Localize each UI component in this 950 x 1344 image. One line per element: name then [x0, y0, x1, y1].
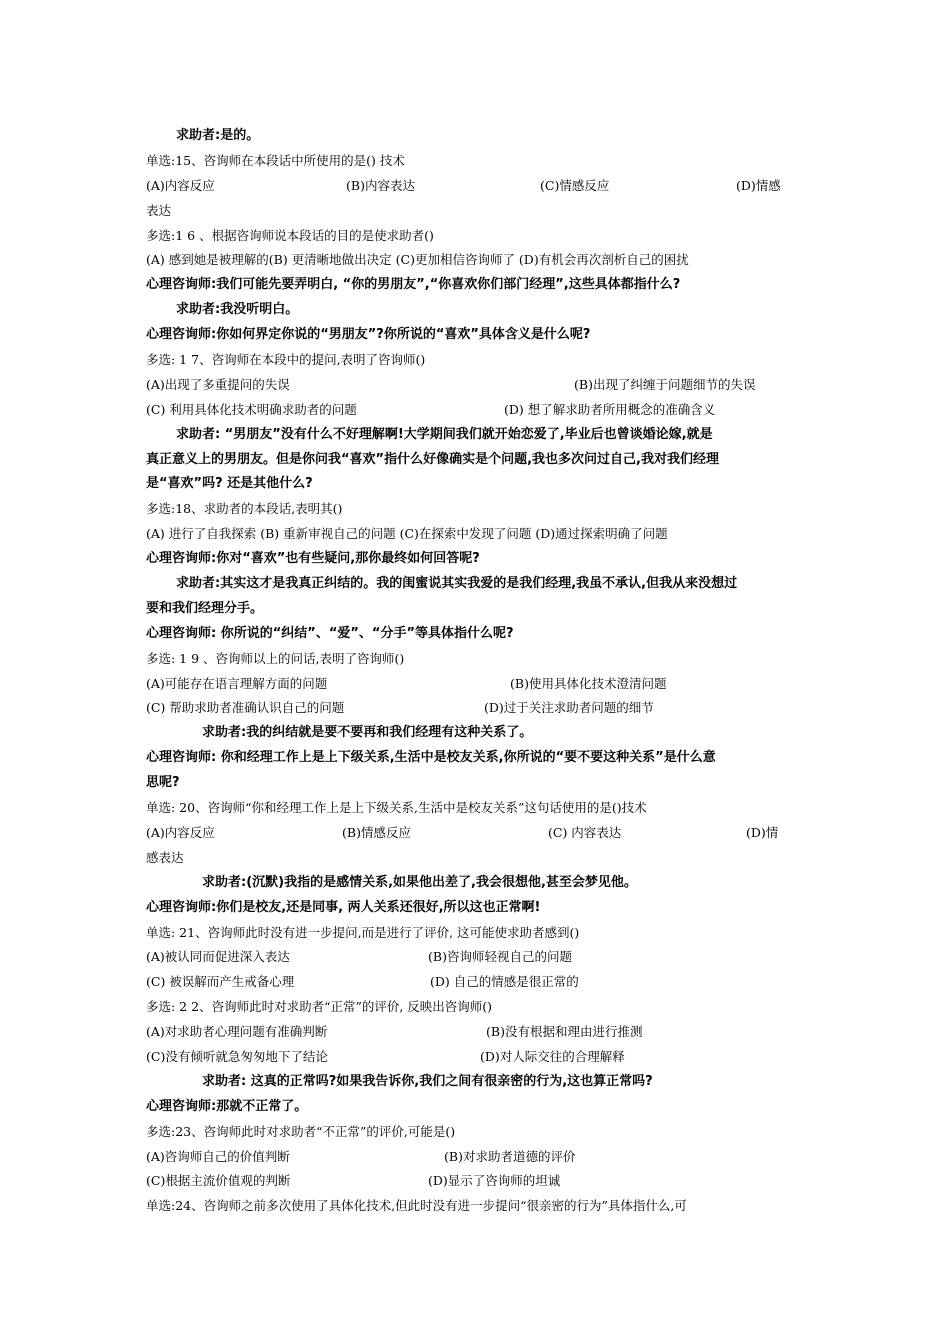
question-19: 多选: 1 9 、咨询师以上的问话,表明了咨询师() — [146, 650, 405, 666]
client-line: 求助者:其实这才是我真正纠结的。我的闺蜜说其实我爱的是我们经理,我虽不承认,但我从来没想过 — [176, 576, 738, 592]
counselor-line: 心理咨询师: 你和经理工作上是上下级关系,生活中是校友关系,你所说的“要不要这种关系”是什么意 — [146, 750, 716, 766]
question-16: 多选:1 6 、根据咨询师说本段话的目的是使求助者() — [146, 227, 434, 243]
option-wrap: 表达 — [146, 202, 172, 218]
client-line: 求助者: 这真的正常吗?如果我告诉你,我们之间有很亲密的行为,这也算正常吗? — [202, 1073, 653, 1089]
question-18: 多选:18、求助者的本段话,表明其() — [146, 501, 343, 517]
option-d: (D) 自己的情感是很正常的 — [430, 974, 579, 990]
option-b: (B)内容表达 — [346, 177, 415, 193]
options-17-row2 — [146, 398, 806, 423]
option-d: (D)过于关注求助者问题的细节 — [484, 700, 654, 716]
question-22: 多选: 2 2、咨询师此时对求助者“正常”的评价, 反映出咨询师() — [146, 999, 493, 1015]
options-21-row1 — [146, 945, 806, 970]
options-18: (A) 进行了自我探索 (B) 重新审视自己的问题 (C)在探索中发现了问题 (D)通过探索明确了问题 — [146, 526, 668, 542]
option-c: (C)情感反应 — [540, 177, 610, 193]
option-c: (C) 被误解而产生戒备心理 — [146, 974, 295, 990]
option-a: (A)咨询师自己的价值判断 — [146, 1148, 290, 1164]
options-20 — [146, 821, 806, 846]
options-22-row2 — [146, 1045, 806, 1070]
option-b: (B)情感反应 — [342, 824, 411, 840]
option-wrap: 感表达 — [146, 849, 184, 865]
option-d: (D)对人际交往的合理解释 — [480, 1048, 625, 1064]
option-d: (D)情 — [746, 824, 779, 840]
options-16: (A) 感到她是被理解的(B) 更清晰地做出决定 (C)更加相信咨询师了 (D)有机会再次剖析自己的困扰 — [146, 252, 689, 268]
page-content — [146, 124, 806, 1219]
option-a: (A)内容反应 — [146, 177, 215, 193]
client-line: 求助者: “男朋友”没有什么不好理解啊!大学期间我们就开始恋爱了,毕业后也曾谈婚论嫁,就是 — [176, 426, 713, 442]
counselor-line: 心理咨询师:你对“喜欢”也有些疑问,那你最终如何回答呢? — [146, 551, 480, 567]
options-23-row1 — [146, 1145, 806, 1170]
option-c: (C) 利用具体化技术明确求助者的问题 — [146, 401, 357, 417]
options-22-row1 — [146, 1020, 806, 1045]
option-a: (A)被认同而促进深入表达 — [146, 949, 290, 965]
question-23: 多选:23、咨询师此时对求助者“不正常”的评价,可能是() — [146, 1123, 456, 1139]
question-24: 单选:24、咨询师之前多次使用了具体化技术,但此时没有进一步提问“很亲密的行为”具体指什么,可 — [146, 1198, 687, 1214]
counselor-line: 心理咨询师:你如何界定你说的“男朋友”?你所说的“喜欢”具体含义是什么呢? — [146, 327, 591, 343]
option-c: (C)根据主流价值观的判断 — [146, 1173, 291, 1189]
option-d: (D)情感 — [736, 177, 781, 193]
client-line-cont: 真正意义上的男朋友。但是你问我“喜欢”指什么好像确实是个问题,我也多次问过自己,我对我们经理 — [146, 451, 719, 467]
client-line: 求助者:是的。 — [176, 128, 260, 143]
option-c: (C)没有倾听就急匆匆地下了结论 — [146, 1048, 328, 1064]
counselor-line: 心理咨询师:你们是校友,还是同事, 两人关系还很好,所以这也正常啊! — [146, 899, 541, 915]
options-19-row1 — [146, 672, 806, 697]
option-c: (C) 内容表达 — [548, 824, 622, 840]
option-b: (B)咨询师轻视自己的问题 — [428, 949, 572, 965]
question-20: 单选: 20、咨询师“你和经理工作上是上下级关系,生活中是校友关系”这句话使用的是()技术 — [146, 800, 647, 816]
options-15 — [146, 174, 806, 199]
option-a: (A)出现了多重提问的失误 — [146, 376, 290, 392]
counselor-line: 心理咨询师: 你所说的“纠结”、“爱”、“分手”等具体指什么呢? — [146, 625, 514, 641]
counselor-line-cont: 思呢? — [146, 775, 180, 791]
counselor-line: 心理咨询师:那就不正常了。 — [146, 1098, 308, 1114]
option-b: (B)使用具体化技术澄清问题 — [510, 675, 667, 691]
option-a: (A)可能存在语言理解方面的问题 — [146, 675, 328, 691]
options-21-row2 — [146, 970, 806, 995]
options-23-row2 — [146, 1169, 806, 1194]
option-d: (D)显示了咨询师的坦诚 — [428, 1173, 561, 1189]
client-line-cont: 是“喜欢”吗? 还是其他什么? — [146, 476, 313, 492]
option-b: (B)对求助者道德的评价 — [444, 1148, 576, 1164]
question-21: 单选: 21、咨询师此时没有进一步提问,而是进行了评价, 这可能使求助者感到() — [146, 924, 580, 940]
option-a: (A)内容反应 — [146, 824, 215, 840]
options-17-row1 — [146, 373, 806, 398]
options-19-row2 — [146, 696, 806, 721]
client-line: 求助者:(沉默)我指的是感情关系,如果他出差了,我会很想他,甚至会梦见他。 — [202, 874, 637, 890]
client-line: 求助者:我的纠结就是要不要再和我们经理有这种关系了。 — [202, 725, 533, 741]
counselor-line: 心理咨询师:我们可能先要弄明白, “你的男朋友”,“你喜欢你们部门经理”,这些具体都指什么? — [146, 277, 681, 293]
option-c: (C) 帮助求助者准确认识自己的问题 — [146, 700, 345, 716]
option-a: (A)对求助者心理问题有准确判断 — [146, 1024, 328, 1040]
client-line: 求助者:我没听明白。 — [176, 302, 299, 318]
option-d: (D) 想了解求助者所用概念的准确含义 — [504, 401, 716, 417]
option-b: (B)出现了纠缠于问题细节的失误 — [574, 376, 756, 392]
question-15: 单选:15、咨询师在本段话中所使用的是() 技术 — [146, 152, 405, 168]
client-line-cont: 要和我们经理分手。 — [146, 600, 264, 616]
question-17: 多选: 1 7、咨询师在本段中的提问,表明了咨询师() — [146, 352, 426, 368]
option-b: (B)没有根据和理由进行推测 — [486, 1024, 643, 1040]
